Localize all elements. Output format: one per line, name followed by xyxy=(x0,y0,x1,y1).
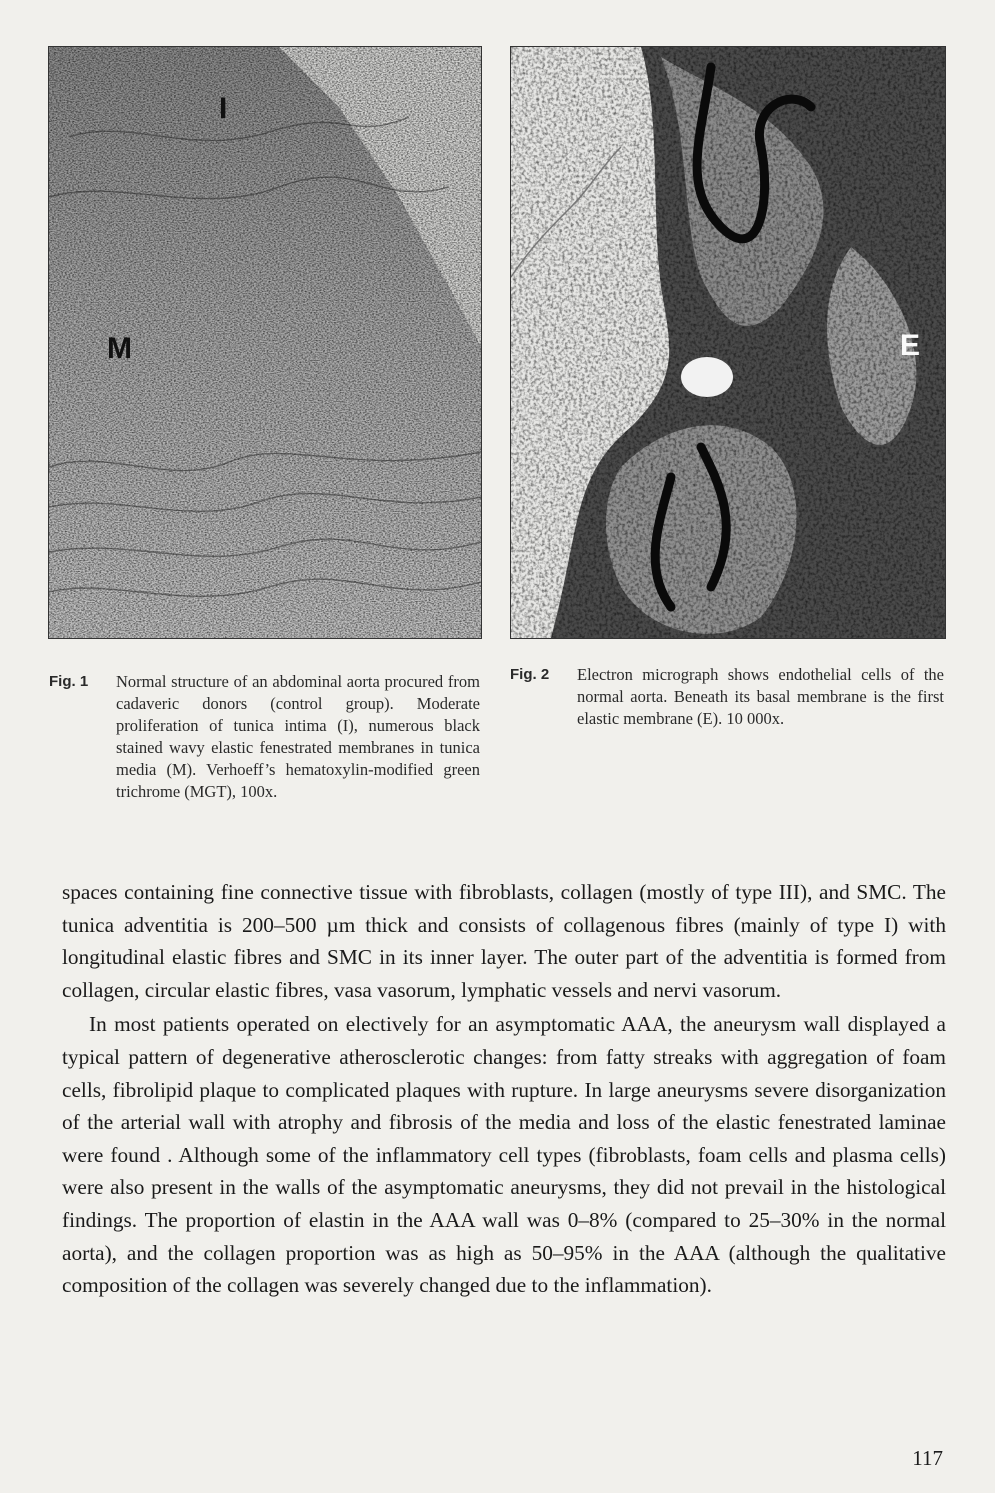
figure-1-label: Fig. 1 xyxy=(49,673,89,690)
figure-1-caption-text: Normal structure of an abdominal aorta procured from cadaveric donors (control group). Moderate proliferation of tunica intima (I), numerous black stained wavy elastic fenestrated membranes in tunica media (M). Verhoeff’s hematoxylin-modified green trichrome (MGT), 100x. xyxy=(116,672,480,801)
figure-1-micrograph xyxy=(48,46,482,639)
body-text xyxy=(62,876,946,1302)
page-number: 117 xyxy=(912,1446,943,1470)
figure-2-caption-text: Electron micrograph shows endothelial cells of the normal aorta. Beneath its basal membrane is the first elastic membrane (E). 10 000x. xyxy=(577,665,944,728)
figure-2-label: Fig. 2 xyxy=(510,666,550,683)
label-media: M xyxy=(107,332,132,365)
figure-2-electron-micrograph xyxy=(510,46,946,639)
figure-2-caption xyxy=(510,664,944,730)
figure-2-image xyxy=(511,47,945,638)
figure-1-caption xyxy=(49,671,480,803)
body-paragraph-1: spaces containing fine connective tissue with fibroblasts, collagen (mostly of type III), and SMC. The tunica adventitia is 200–500 µm thick and consists of collagenous fibres (mainly of type I) with longitudinal elastic fibres and SMC in its inner layer. The outer part of the adventitia is formed from collagen, circular elastic fibres, vasa vasorum, lymphatic vessels and nervi vasorum. xyxy=(62,880,946,1002)
label-elastic-membrane: E xyxy=(900,329,921,362)
label-intima: I xyxy=(219,92,228,125)
body-paragraph-2: In most patients operated on electively for an asymptomatic AAA, the aneurysm wall displayed a typical pattern of degenerative atherosclerotic changes: from fatty streaks with aggregation of foam cells, fibrolipid plaque to complicated plaques with rupture. In large aneurysms severe disorganization of the arterial wall with atrophy and fibrosis of the media and loss of the elastic fenestrated laminae were found . Although some of the inflammatory cell types (fibroblasts, foam cells and plasma cells) were also present in the walls of the asymptomatic aneurysms, they did not prevail in the histological findings. The proportion of elastin in the AAA wall was 0–8% (compared to 25–30% in the normal aorta), and the collagen proportion was as high as 50–95% in the AAA (although the qualitative composition of the collagen was severely changed due to the inflammation). xyxy=(62,1012,946,1298)
